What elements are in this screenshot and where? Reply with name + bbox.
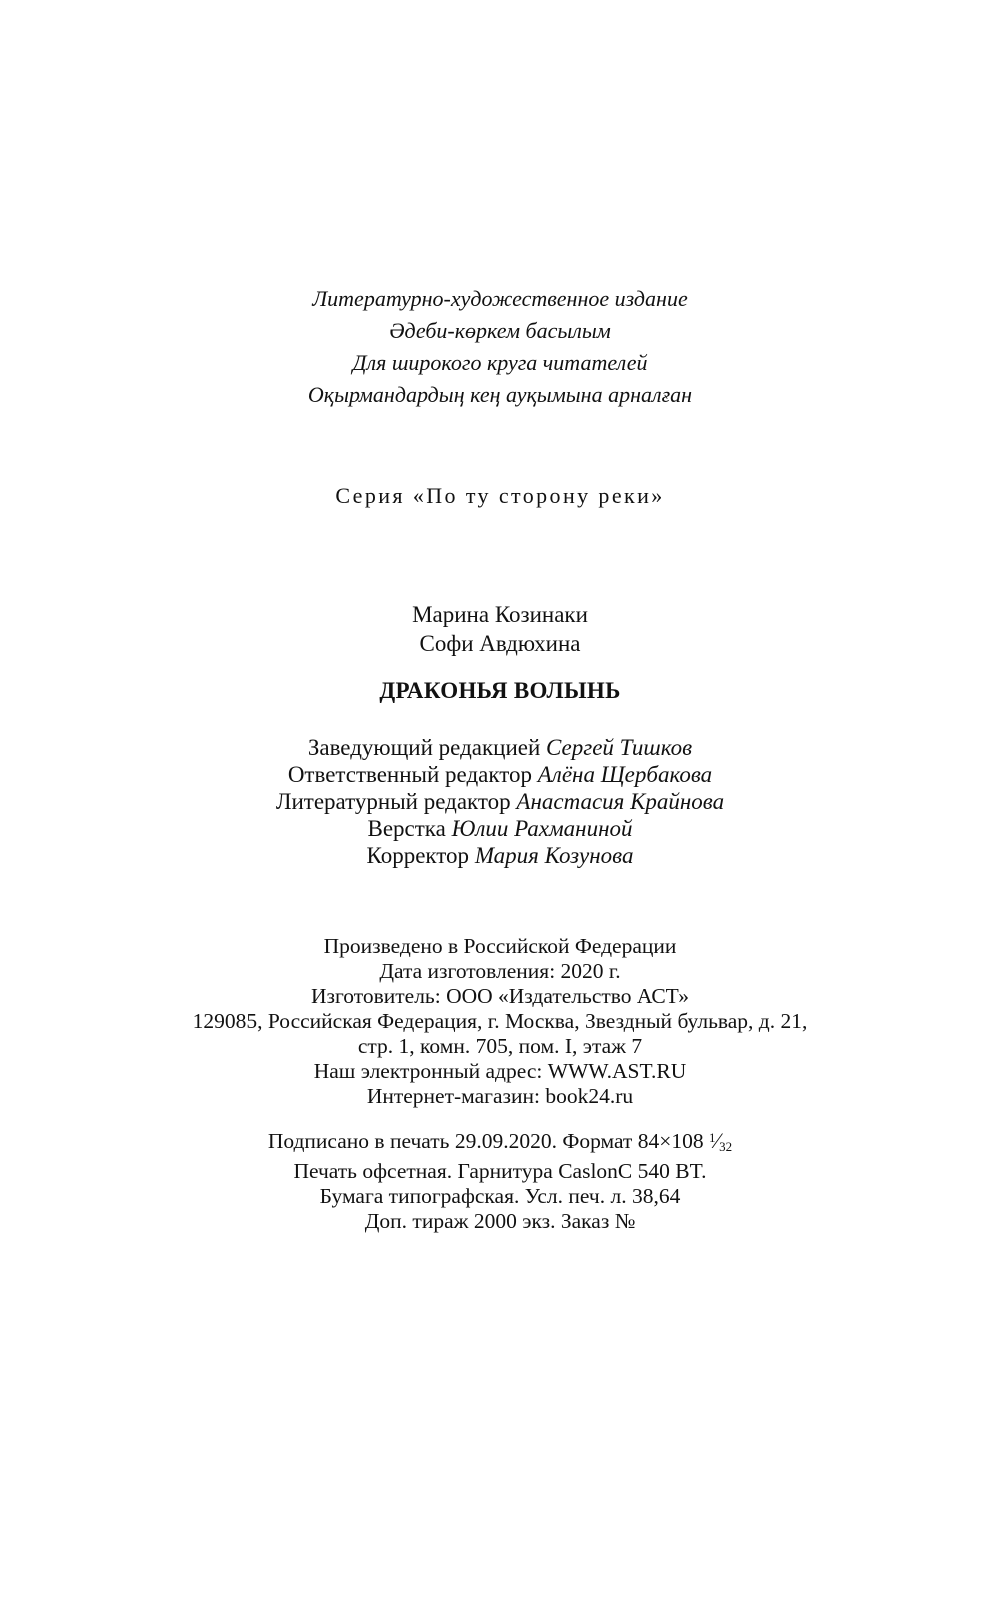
- edition-type-line: Оқырмандардың кең ауқымына арналған: [307, 382, 693, 407]
- staff-role: Литературный редактор: [275, 789, 511, 814]
- production-line: 129085, Российская Федерация, г. Москва, Звездный бульвар, д. 21,: [192, 1009, 808, 1033]
- print-info-block: [0, 1125, 1000, 1234]
- staff-role: Верстка: [367, 816, 446, 841]
- staff-credits-block: [0, 734, 1000, 869]
- production-line: Изготовитель: ООО «Издательство АСТ»: [310, 984, 690, 1008]
- staff-person: Сергей Тишков: [546, 735, 693, 760]
- book-title-block: [0, 676, 1000, 706]
- staff-person: Мария Козунова: [474, 843, 634, 868]
- signed-to-print-line: [0, 1125, 1000, 1159]
- staff-credit-line: [0, 734, 1000, 761]
- series-block: [0, 481, 1000, 511]
- staff-person: Анастасия Крайнова: [516, 789, 725, 814]
- production-line: Произведено в Российской Федерации: [323, 934, 677, 958]
- signed-to-print-text: Подписано в печать 29.09.2020. Формат 84×108: [267, 1129, 704, 1153]
- staff-credit-line: [0, 842, 1000, 869]
- staff-role: Заведующий редакцией: [307, 735, 541, 760]
- staff-credit-line: [0, 788, 1000, 815]
- print-info-line: Бумага типографская. Усл. печ. л. 38,64: [319, 1184, 681, 1208]
- staff-credit-line: [0, 815, 1000, 842]
- production-info-block: [0, 934, 1000, 1109]
- print-info-line: Доп. тираж 2000 экз. Заказ №: [364, 1209, 636, 1233]
- edition-type-line: Әдеби-көркем басылым: [389, 318, 611, 343]
- fraction-denominator: 32: [719, 1139, 733, 1154]
- edition-type-line: Литературно-художественное издание: [312, 286, 688, 311]
- edition-type-block: [0, 283, 1000, 411]
- format-fraction: [709, 1129, 732, 1153]
- staff-credit-line: [0, 761, 1000, 788]
- staff-person: Юлии Рахманиной: [451, 816, 633, 841]
- author-name: Софи Авдюхина: [419, 631, 581, 656]
- series-name: Серия «По ту сторону реки»: [335, 483, 665, 508]
- fraction-numerator: 1: [708, 1130, 716, 1145]
- print-info-line: Печать офсетная. Гарнитура CaslonC 540 BT.: [293, 1159, 707, 1183]
- author-name: Марина Козинаки: [412, 602, 588, 627]
- staff-role: Корректор: [366, 843, 470, 868]
- staff-role: Ответственный редактор: [287, 762, 532, 787]
- authors-block: [0, 600, 1000, 658]
- staff-person: Алёна Щербакова: [537, 762, 713, 787]
- edition-type-line: Для широкого круга читателей: [352, 350, 648, 375]
- fraction-slash: ⁄: [715, 1128, 720, 1153]
- production-line: стр. 1, комн. 705, пом. I, этаж 7: [357, 1034, 643, 1058]
- production-line: Наш электронный адрес: WWW.AST.RU: [313, 1059, 687, 1083]
- production-line: Дата изготовления: 2020 г.: [379, 959, 621, 983]
- book-title: ДРАКОНЬЯ ВОЛЫНЬ: [379, 678, 621, 703]
- production-line: Интернет-магазин: book24.ru: [366, 1084, 634, 1108]
